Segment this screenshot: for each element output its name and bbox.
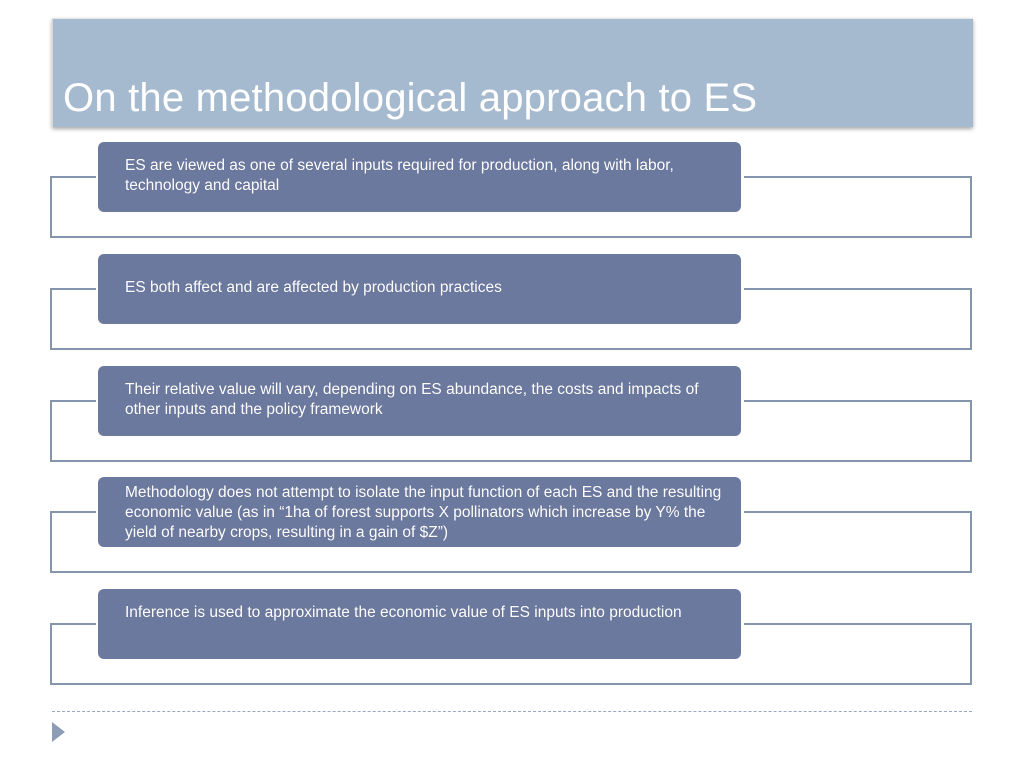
list-item [0, 254, 1024, 354]
item-text: Methodology does not attempt to isolate the input function of each ES and the resulting economic value (as in “1ha of forest supports X pollinators which increase by Y% the yield of nearby crops, resulting in a gain of $Z”) [125, 484, 722, 541]
title-bar [52, 18, 973, 127]
list-item [0, 589, 1024, 689]
item-box [98, 366, 741, 436]
slide-title: On the methodological approach to ES [63, 76, 758, 120]
item-text: Their relative value will vary, depending on ES abundance, the costs and impacts of other inputs and the policy framework [125, 381, 699, 418]
list-item [0, 477, 1024, 577]
item-box [98, 477, 741, 547]
item-text: ES both affect and are affected by production practices [125, 279, 502, 296]
item-text: Inference is used to approximate the economic value of ES inputs into production [125, 604, 682, 621]
list-item [0, 366, 1024, 466]
footer-divider [52, 711, 972, 712]
list-item [0, 142, 1024, 242]
item-box [98, 254, 741, 324]
triangle-right-icon[interactable] [52, 722, 65, 742]
item-text: ES are viewed as one of several inputs required for production, along with labor, technology and capital [125, 157, 674, 194]
item-box [98, 142, 741, 212]
item-box [98, 589, 741, 659]
